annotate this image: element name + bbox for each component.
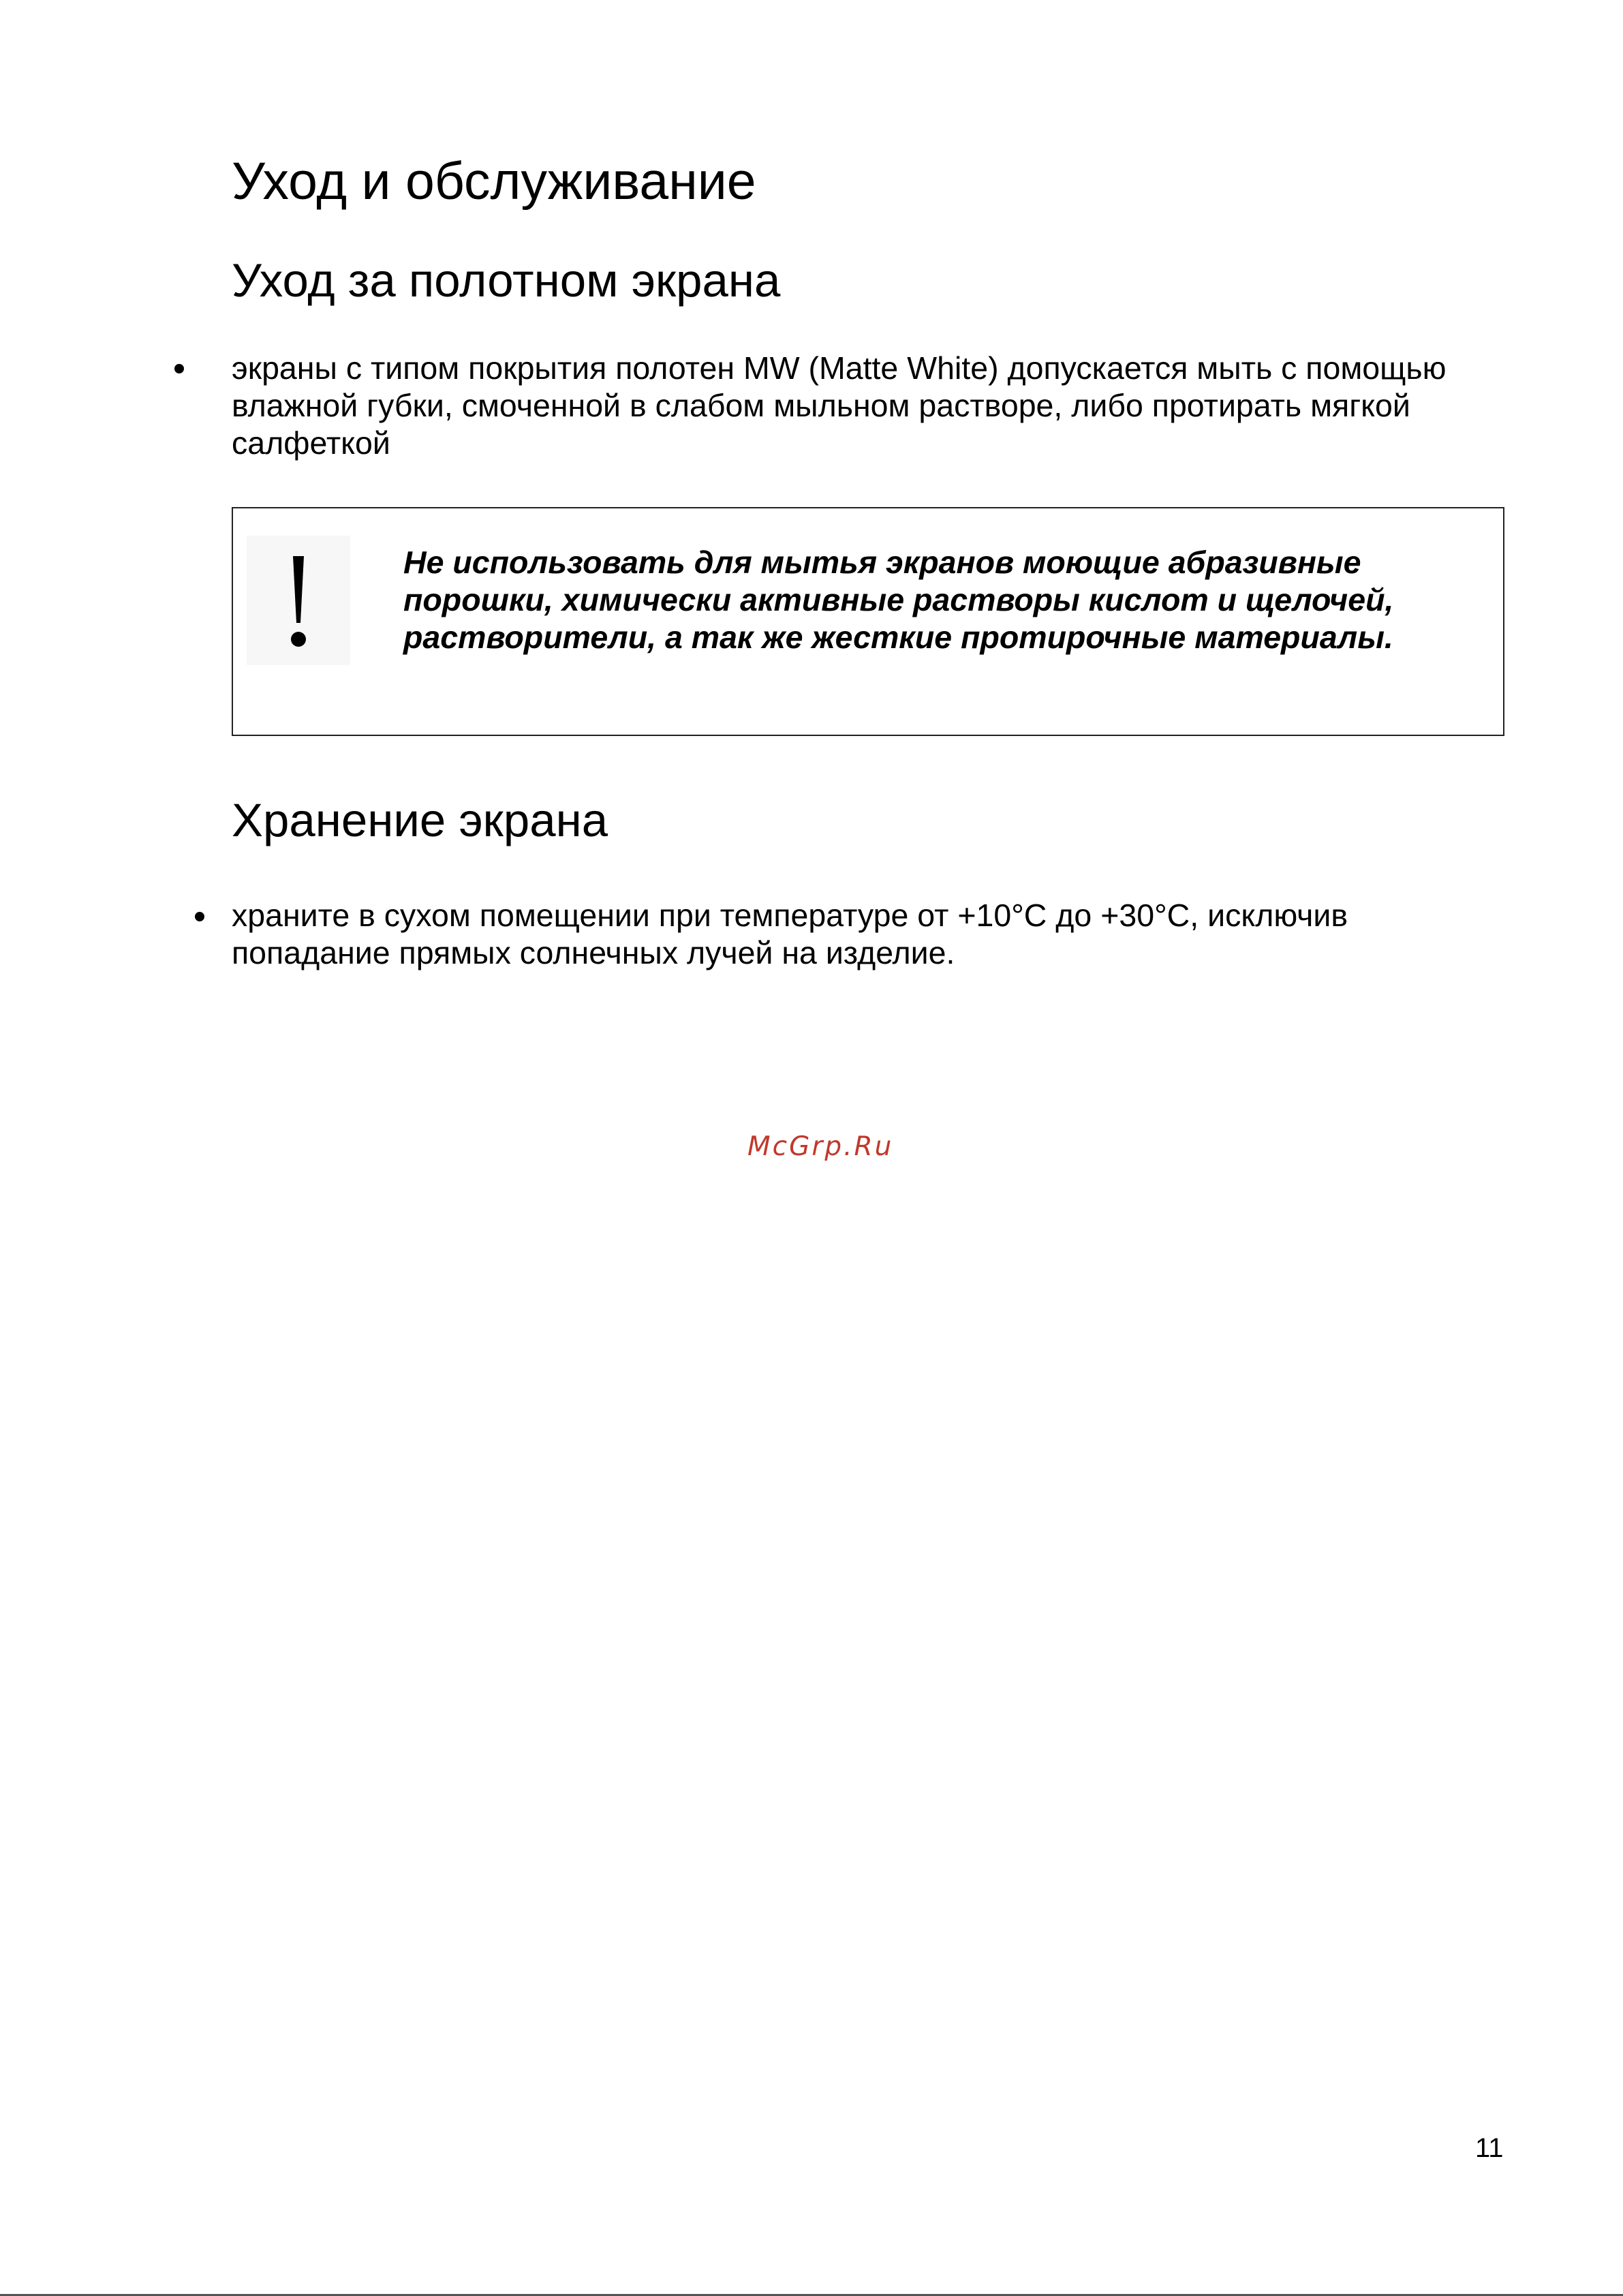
exclamation-icon: [247, 536, 350, 665]
watermark-link[interactable]: McGrp.Ru: [747, 1131, 894, 1162]
warning-text: Не использовать для мытья экранов моющие абразивные порошки, химически активные растворы кислот и щелочей, растворители, а так же жесткие протирочные материалы.: [403, 545, 1394, 655]
list-item-text: храните в сухом помещении при температуре от +10°C до +30°C, исключив попадание прямых солнечных лучей на изделие.: [232, 898, 1348, 970]
bullet-icon: [195, 912, 204, 921]
section-heading-screen-care: Уход за полотном экрана: [232, 254, 781, 307]
list-item-text: экраны с типом покрытия полотен MW (Matte White) допускается мыть с помощью влажной губки, смоченной в слабом мыльном растворе, либо протирать мягкой салфеткой: [232, 350, 1447, 461]
page-number: 11: [1475, 2133, 1504, 2163]
bullet-icon: [174, 364, 184, 373]
section-heading-storage: Хранение экрана: [232, 794, 608, 846]
list-item: [232, 350, 1513, 462]
page-title: Уход и обслуживание: [232, 152, 756, 211]
list-item: [232, 897, 1513, 972]
warning-box: [232, 507, 1504, 736]
